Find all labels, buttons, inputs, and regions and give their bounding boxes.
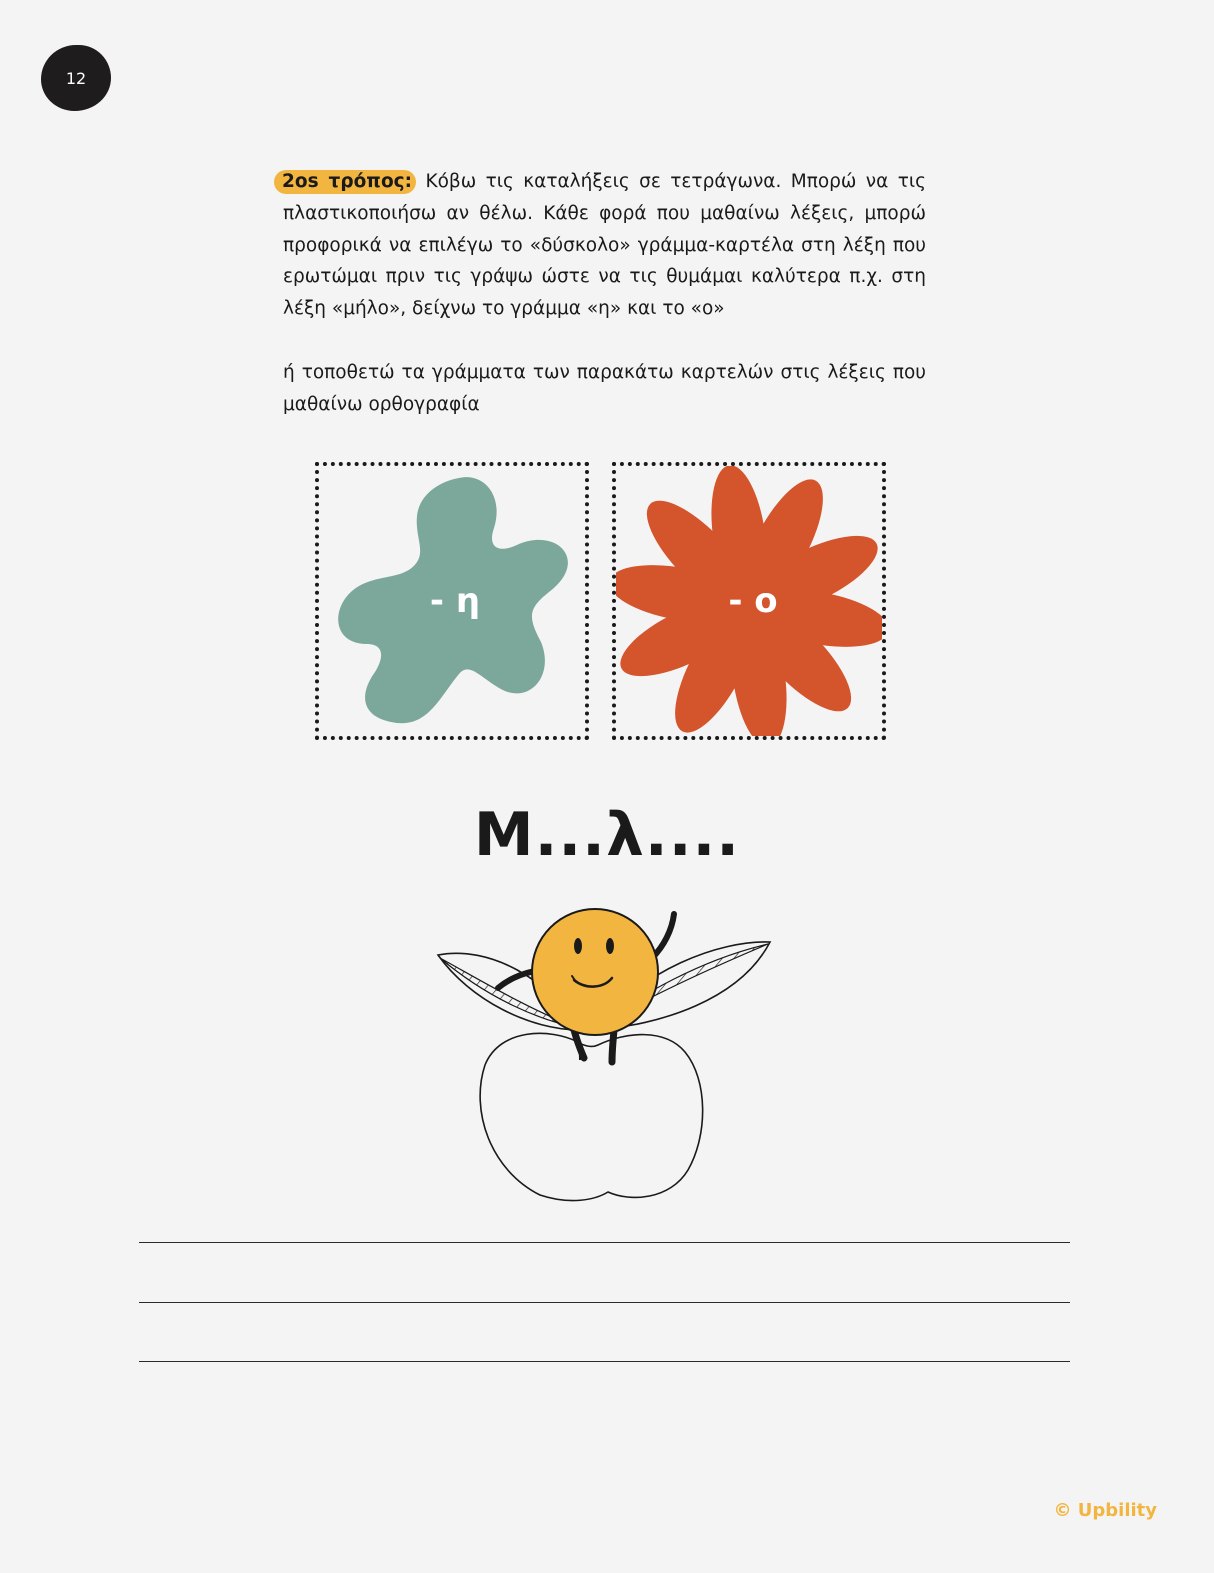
instruction-text-1: Κόβω τις καταλήξεις σε τετράγωνα. Μπορώ να τις πλαστικοποιήσω αν θέλω. Κάθε φορά που μαθαίνω λέξεις, μπορώ προφορικά να επιλέγω το «δύσκολο» γράμμα-καρτέλα στη λέξη που ερωτώμαι πριν τις γράψω ώστε να τις θυμάμαι καλύτερα π.χ. στη λέξη «μήλο», δείχνω το γράμμα «η» και το «ο» [283,171,926,320]
instruction-paragraph-1 [283,166,926,325]
page-number-badge [41,45,111,111]
writing-line-1[interactable] [139,1242,1070,1243]
incomplete-word: Μ...λ.... [473,800,741,870]
writing-line-3[interactable] [139,1361,1070,1362]
page-number: 12 [65,68,87,88]
apple-character-icon [430,900,780,1210]
instruction-paragraph-2: ή τοποθετώ τα γράμματα των παρακάτω καρτελών στις λέξεις που μαθαίνω ορθογραφία [283,361,926,415]
suffix-eta-label: - η [429,581,481,621]
suffix-card-omicron[interactable] [612,462,886,740]
suffix-card-eta[interactable] [315,462,589,740]
writing-line-2[interactable] [139,1302,1070,1303]
instructions-text [283,166,926,421]
suffix-omicron-label: - ο [728,581,778,621]
copyright-footer: © Upbility [1053,1500,1157,1521]
method-label: 2οs τρόπος: [274,170,416,194]
